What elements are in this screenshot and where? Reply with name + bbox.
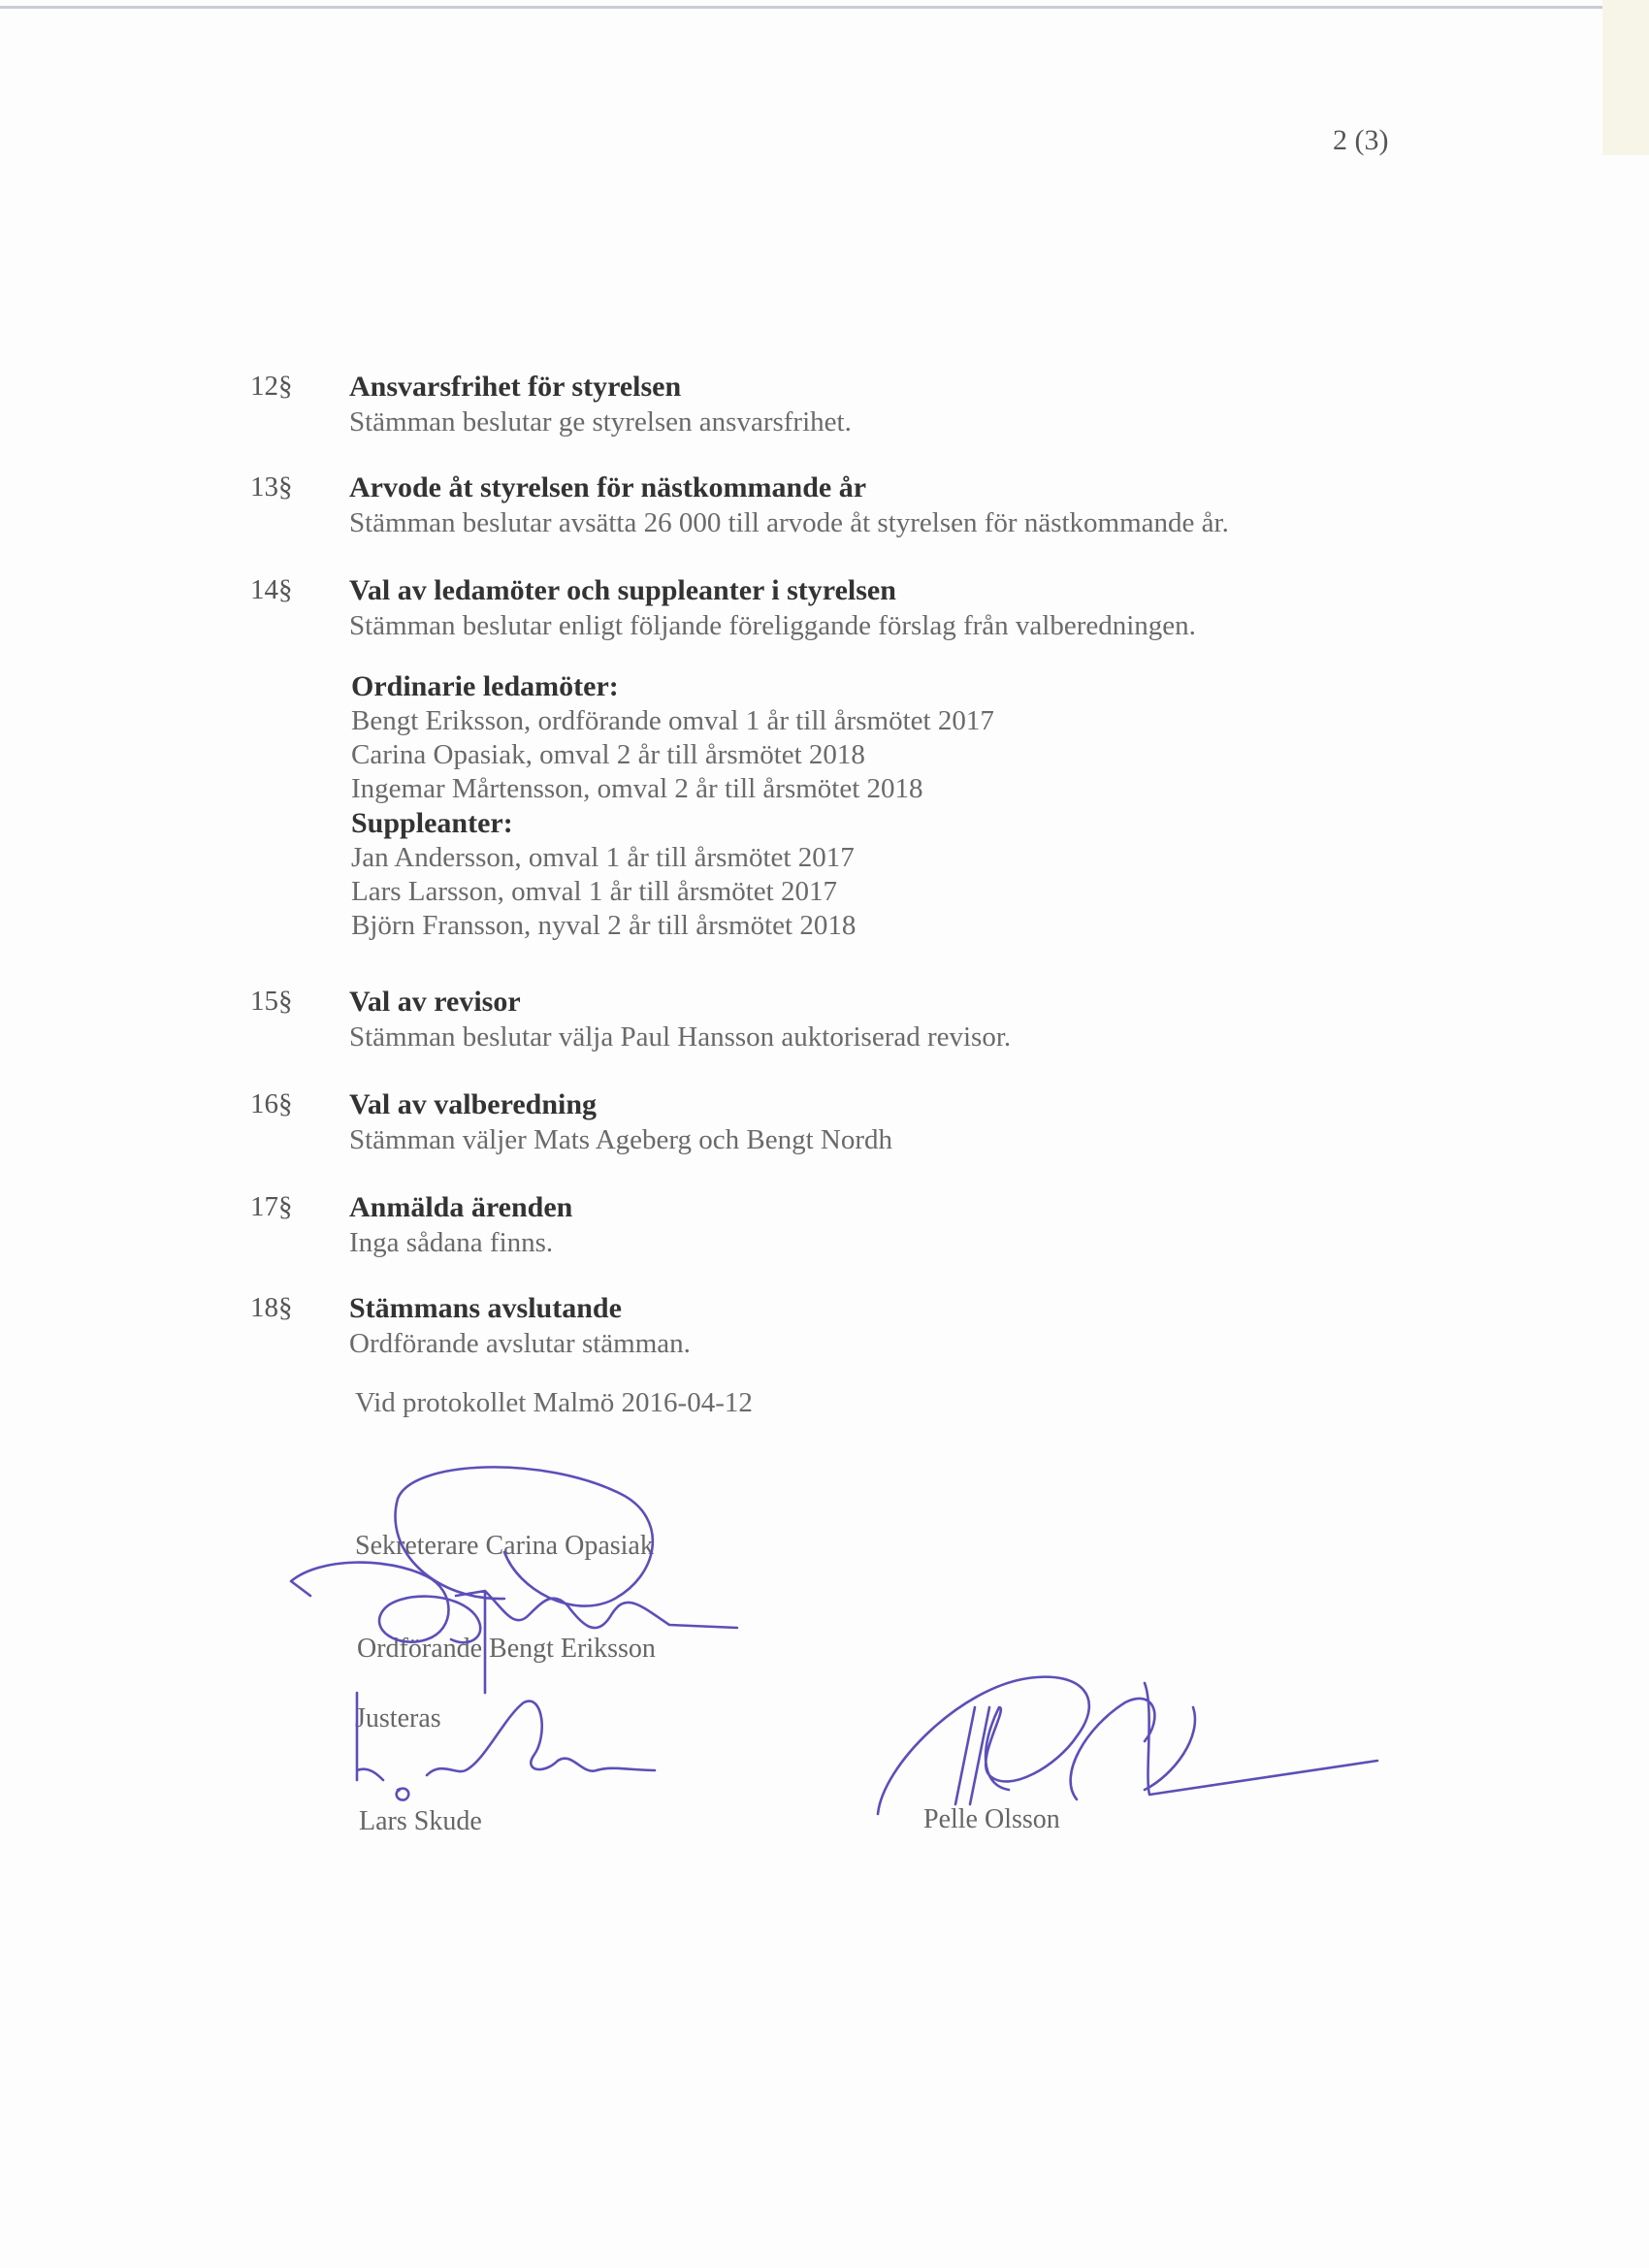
deputies-heading: Suppleanter: [351,807,513,839]
section-number: 13§ [250,471,293,502]
section-body: Stämman beslutar avsätta 26 000 till arvode åt styrelsen för nästkommande år. [349,507,1229,538]
section-number: 15§ [250,986,293,1017]
section-title: Val av revisor [349,986,521,1018]
page-number: 2 (3) [1333,124,1389,156]
adjusters-label: Justeras [355,1703,441,1733]
section-title: Ansvarsfrihet för styrelsen [349,371,682,403]
list-item: Ingemar Mårtensson, omval 2 år till årsmötet 2018 [351,773,923,804]
chair-line: Ordförande Bengt Eriksson [357,1634,656,1664]
section-body: Stämman beslutar enligt följande föreliggande förslag från valberedningen. [349,610,1196,641]
ordinary-heading: Ordinarie ledamöter: [351,670,619,702]
adjuster-1-name: Lars Skude [359,1806,482,1836]
section-number: 16§ [250,1088,293,1119]
secretary-line: Sekreterare Carina Opasiak [355,1531,654,1561]
section-title: Val av valberedning [349,1088,598,1120]
list-item: Lars Larsson, omval 1 år till årsmötet 2017 [351,876,837,907]
section-body: Ordförande avslutar stämman. [349,1328,691,1359]
section-body: Inga sådana finns. [349,1227,554,1258]
section-body: Stämman beslutar ge styrelsen ansvarsfrihet. [349,406,852,437]
list-item: Jan Andersson, omval 1 år till årsmötet 2017 [351,842,855,873]
section-number: 18§ [250,1292,293,1323]
signature-adjuster-1 [357,1693,655,1800]
section-number: 12§ [250,371,293,402]
list-item: Carina Opasiak, omval 2 år till årsmötet 2018 [351,739,865,770]
section-title: Stämmans avslutande [349,1292,622,1324]
section-body: Stämman beslutar välja Paul Hansson auktoriserad revisor. [349,1021,1012,1053]
list-item: Björn Fransson, nyval 2 år till årsmötet 2018 [351,910,857,941]
signature-secretary [396,1467,653,1605]
signature-chair [291,1563,737,1693]
closing-line: Vid protokollet Malmö 2016-04-12 [355,1387,753,1418]
section-title: Val av ledamöter och suppleanter i styrelsen [349,574,896,606]
section-number: 17§ [250,1191,293,1222]
signature-adjuster-2 [878,1677,1377,1814]
section-title: Arvode åt styrelsen för nästkommande år [349,471,867,503]
adjuster-2-name: Pelle Olsson [923,1804,1060,1834]
section-body: Stämman väljer Mats Ageberg och Bengt Nordh [349,1124,893,1155]
section-title: Anmälda ärenden [349,1191,573,1223]
section-number: 14§ [250,574,293,605]
list-item: Bengt Eriksson, ordförande omval 1 år till årsmötet 2017 [351,705,994,736]
